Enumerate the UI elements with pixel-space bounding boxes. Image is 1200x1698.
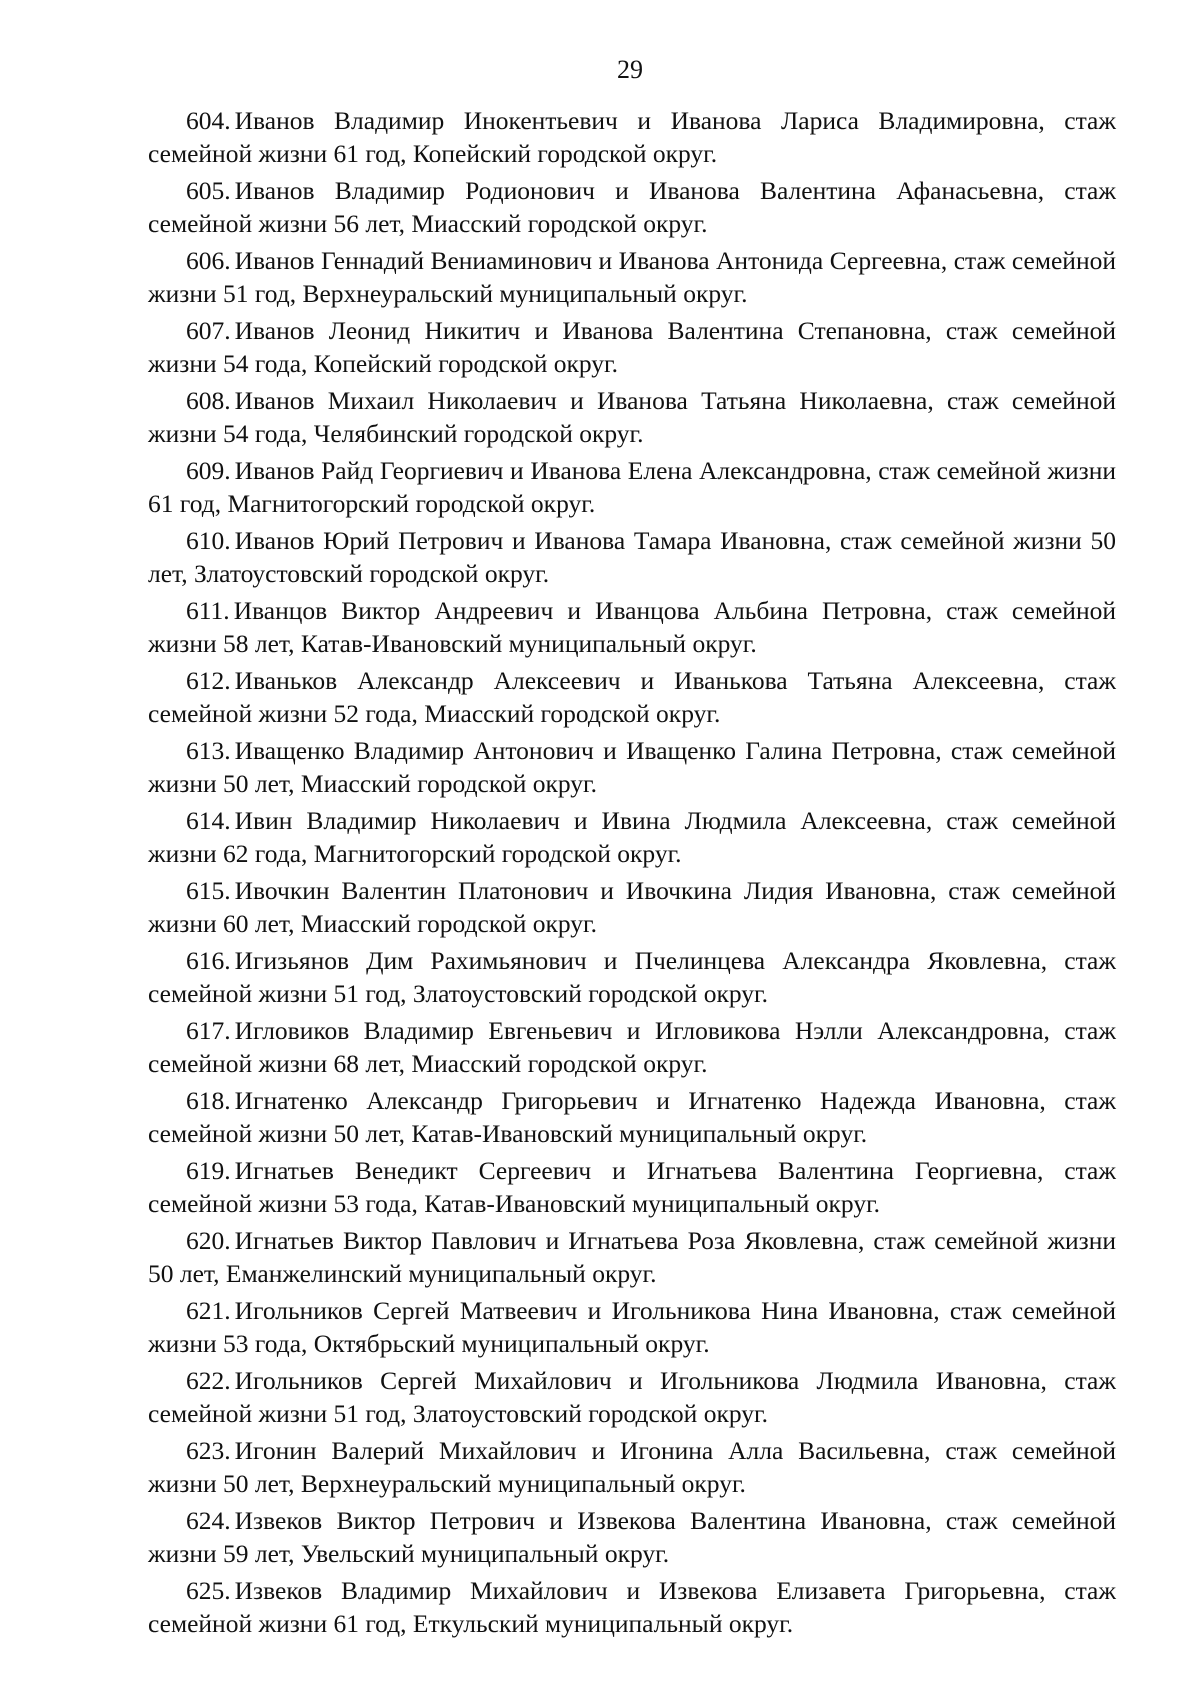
entry-number: 617. [186, 1016, 231, 1045]
entries-list [148, 104, 1116, 1644]
list-item [148, 874, 1116, 940]
list-item [148, 664, 1116, 730]
entry-text: Иванов Михаил Николаевич и Иванова Татьяна Николаевна, стаж семейной жизни 54 года, Челябинский городской округ. [148, 386, 1116, 448]
entry-text: Иванов Райд Георгиевич и Иванова Елена Александровна, стаж семейной жизни 61 год, Магнитогорский городской округ. [148, 456, 1116, 518]
list-item [148, 594, 1116, 660]
entry-text: Иващенко Владимир Антонович и Иващенко Галина Петровна, стаж семейной жизни 50 лет, Миасский городской округ. [148, 736, 1116, 798]
entry-text: Игольников Сергей Михайлович и Игольникова Людмила Ивановна, стаж семейной жизни 51 год, Златоустовский городской округ. [148, 1366, 1116, 1428]
entry-number: 611. [186, 596, 230, 625]
list-item [148, 524, 1116, 590]
list-item [148, 1084, 1116, 1150]
entry-text: Игнатьев Венедикт Сергеевич и Игнатьева Валентина Георгиевна, стаж семейной жизни 53 года, Катав-Ивановский муниципальный округ. [148, 1156, 1116, 1218]
list-item [148, 944, 1116, 1010]
entry-text: Иванов Леонид Никитич и Иванова Валентина Степановна, стаж семейной жизни 54 года, Копейский городской округ. [148, 316, 1116, 378]
entry-number: 609. [186, 456, 231, 485]
entry-number: 604. [186, 106, 231, 135]
list-item [148, 1434, 1116, 1500]
list-item [148, 384, 1116, 450]
entry-number: 618. [186, 1086, 231, 1115]
list-item [148, 1154, 1116, 1220]
entry-text: Иванов Юрий Петрович и Иванова Тамара Ивановна, стаж семейной жизни 50 лет, Златоустовский городской округ. [148, 526, 1116, 588]
list-item [148, 734, 1116, 800]
entry-text: Игловиков Владимир Евгеньевич и Игловикова Нэлли Александровна, стаж семейной жизни 68 лет, Миасский городской округ. [148, 1016, 1116, 1078]
entry-text: Игольников Сергей Матвеевич и Игольникова Нина Ивановна, стаж семейной жизни 53 года, Октябрьский муниципальный округ. [148, 1296, 1116, 1358]
entry-text: Ивочкин Валентин Платонович и Ивочкина Лидия Ивановна, стаж семейной жизни 60 лет, Миасский городской округ. [148, 876, 1116, 938]
entry-text: Игнатенко Александр Григорьевич и Игнатенко Надежда Ивановна, стаж семейной жизни 50 лет, Катав-Ивановский муниципальный округ. [148, 1086, 1116, 1148]
entry-number: 605. [186, 176, 231, 205]
list-item [148, 244, 1116, 310]
list-item [148, 314, 1116, 380]
entry-number: 610. [186, 526, 231, 555]
entry-number: 607. [186, 316, 231, 345]
entry-number: 613. [186, 736, 231, 765]
list-item [148, 1574, 1116, 1640]
entry-number: 621. [186, 1296, 231, 1325]
entry-text: Игнатьев Виктор Павлович и Игнатьева Роза Яковлевна, стаж семейной жизни 50 лет, Еманжелинский муниципальный округ. [148, 1226, 1116, 1288]
entry-text: Извеков Владимир Михайлович и Извекова Елизавета Григорьевна, стаж семейной жизни 61 год, Еткульский муниципальный округ. [148, 1576, 1116, 1638]
entry-number: 624. [186, 1506, 231, 1535]
entry-text: Иванцов Виктор Андреевич и Иванцова Альбина Петровна, стаж семейной жизни 58 лет, Катав-Ивановский муниципальный округ. [148, 596, 1116, 658]
list-item [148, 454, 1116, 520]
entry-text: Иванов Владимир Родионович и Иванова Валентина Афанасьевна, стаж семейной жизни 56 лет, Миасский городской округ. [148, 176, 1116, 238]
entry-number: 623. [186, 1436, 231, 1465]
entry-number: 615. [186, 876, 231, 905]
entry-number: 612. [186, 666, 231, 695]
list-item [148, 1014, 1116, 1080]
list-item [148, 1224, 1116, 1290]
entry-text: Игизьянов Дим Рахимьянович и Пчелинцева Александра Яковлевна, стаж семейной жизни 51 год, Златоустовский городской округ. [148, 946, 1116, 1008]
entry-number: 608. [186, 386, 231, 415]
entry-number: 606. [186, 246, 231, 275]
list-item [148, 804, 1116, 870]
entry-text: Иванов Геннадий Вениаминович и Иванова Антонида Сергеевна, стаж семейной жизни 51 год, Верхнеуральский муниципальный округ. [148, 246, 1116, 308]
list-item [148, 1364, 1116, 1430]
entry-number: 614. [186, 806, 231, 835]
entry-text: Ивин Владимир Николаевич и Ивина Людмила Алексеевна, стаж семейной жизни 62 года, Магнитогорский городской округ. [148, 806, 1116, 868]
entry-number: 619. [186, 1156, 231, 1185]
entry-number: 622. [186, 1366, 231, 1395]
entry-number: 625. [186, 1576, 231, 1605]
entry-text: Извеков Виктор Петрович и Извекова Валентина Ивановна, стаж семейной жизни 59 лет, Увельский муниципальный округ. [148, 1506, 1116, 1568]
entry-number: 616. [186, 946, 231, 975]
entry-text: Иванов Владимир Инокентьевич и Иванова Лариса Владимировна, стаж семейной жизни 61 год, Копейский городской округ. [148, 106, 1116, 168]
list-item [148, 1504, 1116, 1570]
entry-text: Игонин Валерий Михайлович и Игонина Алла Васильевна, стаж семейной жизни 50 лет, Верхнеуральский муниципальный округ. [148, 1436, 1116, 1498]
list-item [148, 104, 1116, 170]
entry-number: 620. [186, 1226, 231, 1255]
entry-text: Иваньков Александр Алексеевич и Иванькова Татьяна Алексеевна, стаж семейной жизни 52 года, Миасский городской округ. [148, 666, 1116, 728]
page-number: 29 [617, 55, 643, 84]
list-item [148, 1294, 1116, 1360]
list-item [148, 174, 1116, 240]
